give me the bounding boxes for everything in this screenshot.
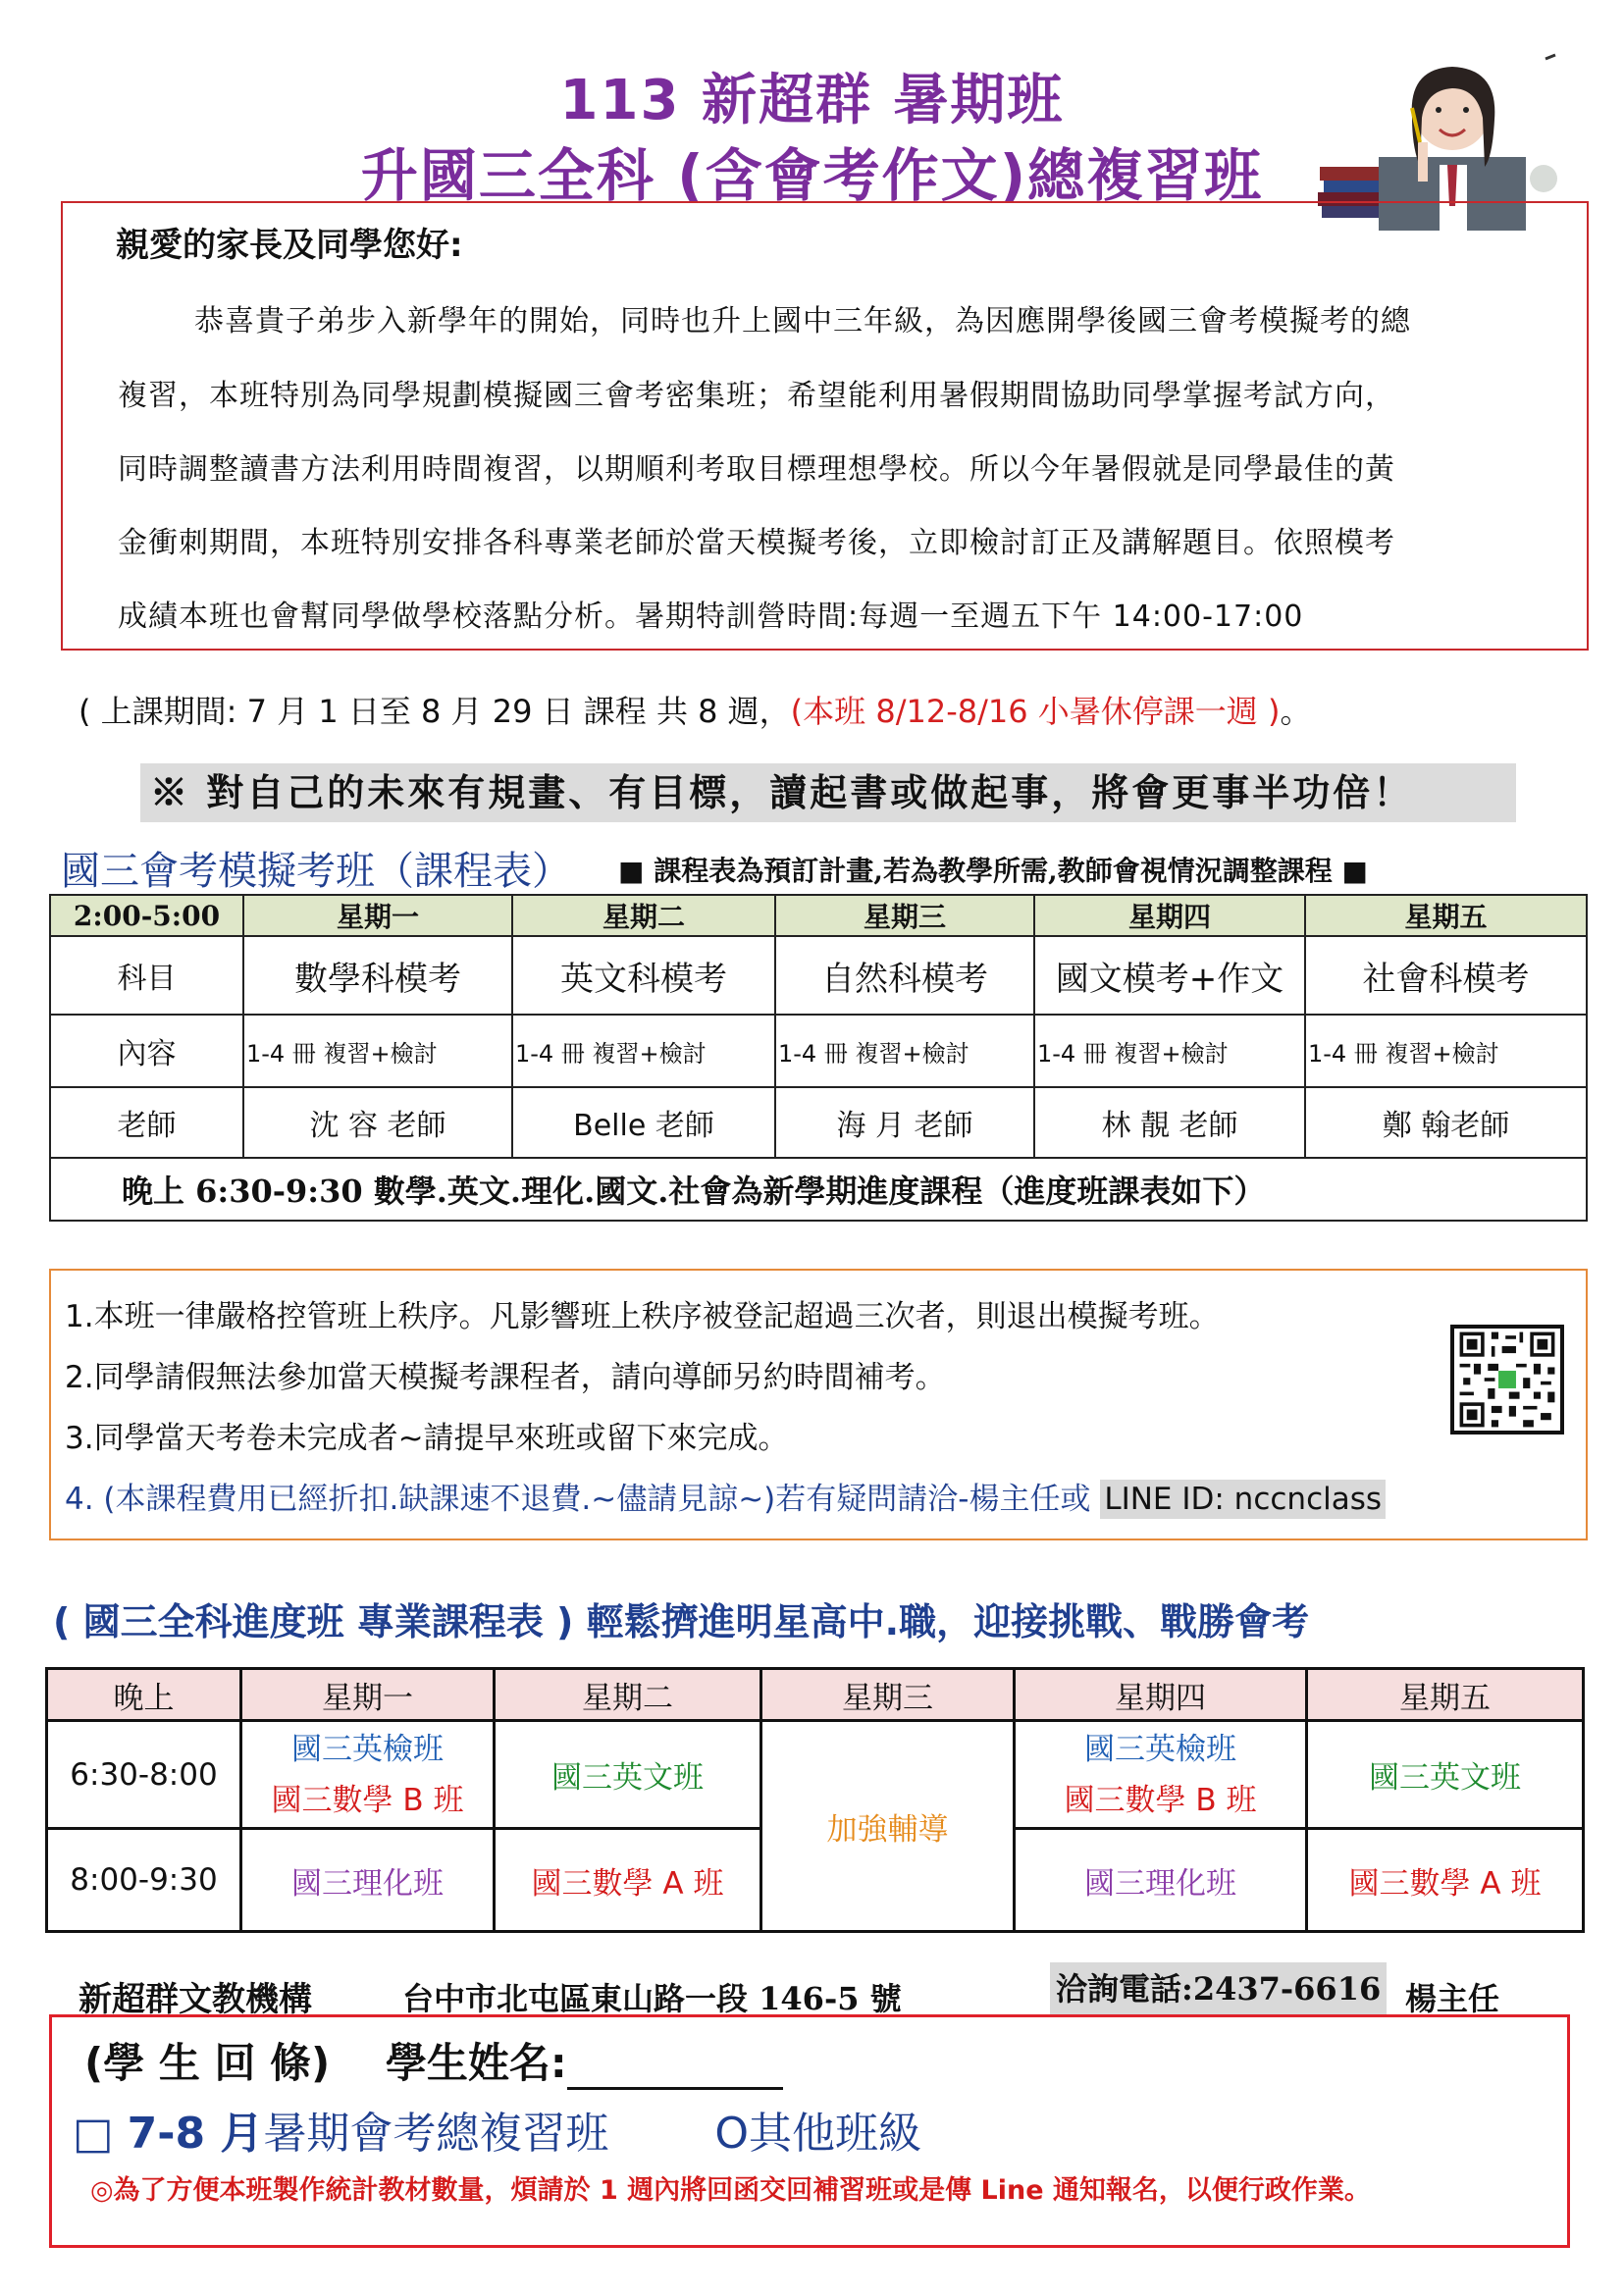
teacher-cell: 沈 容 老師 <box>243 1087 512 1158</box>
class-cell: 國三數學 A 班 <box>1307 1829 1584 1932</box>
schedule-title: 國三會考模擬考班（課程表） <box>61 849 571 894</box>
class-cell: 國三數學 A 班 <box>495 1829 761 1932</box>
teacher-cell: 鄭 翰老師 <box>1305 1087 1587 1158</box>
class-cell: 加強輔導 <box>761 1721 1015 1932</box>
intro-line-3: 同時調整讀書方法利用時間複習，以期順利考取目標理想學校。所以今年暑假就是同學最佳的黃 <box>118 452 1395 487</box>
line-qr-code-icon[interactable] <box>1450 1325 1564 1434</box>
summer-break-note: (本班 8/12-8/16 小暑休停課一週 ) <box>790 693 1281 730</box>
address: 台中市北屯區東山路一段 146-5 號 <box>402 1980 902 2017</box>
intro-line-2: 複習，本班特別為同學規劃模擬國三會考密集班；希望能利用暑假期間協助同學掌握考試方向， <box>118 379 1395 413</box>
content-cell: 1-4 冊 複習+檢討 <box>243 1015 512 1087</box>
content-cell: 1-4 冊 複習+檢討 <box>1034 1015 1305 1087</box>
progress-header-cell: 星期三 <box>761 1669 1015 1721</box>
mock-exam-schedule-table <box>49 894 1588 1222</box>
organization-name: 新超群文教機構 <box>79 1980 312 2019</box>
intro-line-5: 成績本班也會幫同學做學校落點分析。暑期特訓營時間:每週一至週五下午 14:00-17:00 <box>118 600 1304 634</box>
row-label-teacher: 老師 <box>50 1087 243 1158</box>
progress-schedule-table <box>45 1667 1585 1933</box>
subject-cell: 社會科模考 <box>1305 936 1587 1015</box>
time-slot: 8:00-9:30 <box>47 1829 241 1932</box>
class-cell <box>1015 1721 1307 1829</box>
line-id[interactable]: LINE ID: nccnclass <box>1100 1480 1386 1519</box>
course-period-end: 。 <box>1280 693 1312 730</box>
course-period <box>79 687 1311 732</box>
rule-item: 2.同學請假無法參加當天模擬考課程者，請向導師另約時間補考。 <box>65 1360 946 1395</box>
page-title-line2: 升國三全科 (含會考作文)總複習班 <box>360 142 1264 209</box>
class-cell: 國三理化班 <box>1015 1829 1307 1932</box>
course-period-main: ( 上課期間: 7 月 1 日至 8 月 29 日 課程 共 8 週， <box>79 693 791 730</box>
subject-cell: 國文模考+作文 <box>1034 936 1305 1015</box>
schedule-day: 星期一 <box>243 895 512 936</box>
teacher-cell: Belle 老師 <box>512 1087 775 1158</box>
student-name-field[interactable] <box>567 2050 783 2090</box>
progress-header-cell: 星期一 <box>241 1669 495 1721</box>
rule-item: 3.同學當天考卷未完成者~請提早來班或留下來完成。 <box>65 1421 789 1456</box>
class-name: 國三數學 B 班 <box>1064 1782 1257 1818</box>
row-label-subject: 科目 <box>50 936 243 1015</box>
schedule-note: ■ 課程表為預訂計畫,若為教學所需,教師會視情況調整課程 ■ <box>618 855 1368 887</box>
greeting: 親愛的家長及同學您好: <box>116 226 463 265</box>
checkbox-icon[interactable]: □ <box>73 2109 114 2159</box>
class-name: 國三數學 B 班 <box>271 1782 464 1818</box>
row-label-content: 內容 <box>50 1015 243 1087</box>
reply-slip-title: (學 生 回 條) 學生姓名: <box>84 2039 567 2087</box>
progress-class-title: ( 國三全科進度班 專業課程表 ) 輕鬆擠進明星高中.職，迎接挑戰、戰勝會考 <box>53 1600 1310 1643</box>
fee-note: 4. (本課程費用已經折扣.缺課速不退費.~儘請見諒~)若有疑問請洽-楊主任或 <box>65 1482 1101 1517</box>
intro-line-1: 恭喜貴子弟步入新學年的開始，同時也升上國中三年級，為因應開學後國三會考模擬考的總 <box>194 304 1411 339</box>
contact-person: 楊主任 <box>1405 1980 1500 2017</box>
class-cell: 國三英文班 <box>495 1721 761 1829</box>
option-summer-review: 暑期會考總複習班 <box>263 2109 609 2159</box>
phone-number[interactable]: 洽詢電話:2437-6616 <box>1050 1962 1387 2015</box>
option-months: 7-8 月 <box>127 2109 264 2159</box>
page-title-line1: 113 新超群 暑期班 <box>559 69 1065 132</box>
schedule-day: 星期三 <box>775 895 1034 936</box>
content-cell: 1-4 冊 複習+檢討 <box>1305 1015 1587 1087</box>
rule-item: 1.本班一律嚴格控管班上秩序。凡影響班上秩序被登記超過三次者，則退出模擬考班。 <box>65 1299 1220 1334</box>
evening-course-note: 晚上 6:30-9:30 數學.英文.理化.國文.社會為新學期進度課程（進度班課表如下） <box>50 1158 1587 1221</box>
class-name: 國三英檢班 <box>1084 1731 1236 1767</box>
class-options <box>73 2098 921 2161</box>
intro-line-4: 金衝刺期間，本班特別安排各科專業老師於當天模擬考後，立即檢討訂正及講解題目。依照模考 <box>118 526 1395 560</box>
schedule-day: 星期五 <box>1305 895 1587 936</box>
content-cell: 1-4 冊 複習+檢討 <box>512 1015 775 1087</box>
subject-cell: 數學科模考 <box>243 936 512 1015</box>
class-cell: 國三理化班 <box>241 1829 495 1932</box>
schedule-day: 星期四 <box>1034 895 1305 936</box>
reply-slip-header <box>84 2031 783 2090</box>
progress-header-cell: 星期二 <box>495 1669 761 1721</box>
motto-banner: ※ 對自己的未來有規畫、有目標，讀起書或做起事，將會更事半功倍！ <box>140 763 1516 822</box>
schedule-time: 2:00-5:00 <box>50 895 243 936</box>
subject-cell: 英文科模考 <box>512 936 775 1015</box>
class-name: 國三英檢班 <box>291 1731 444 1767</box>
progress-header-cell: 星期四 <box>1015 1669 1307 1721</box>
subject-cell: 自然科模考 <box>775 936 1034 1015</box>
teacher-cell: 林 靚 老師 <box>1034 1087 1305 1158</box>
progress-header-cell: 晚上 <box>47 1669 241 1721</box>
class-cell: 國三英文班 <box>1307 1721 1584 1829</box>
progress-header-cell: 星期五 <box>1307 1669 1584 1721</box>
time-slot: 6:30-8:00 <box>47 1721 241 1829</box>
schedule-day: 星期二 <box>512 895 775 936</box>
intro-box <box>61 201 1589 651</box>
option-other-classes[interactable]: O其他班級 <box>714 2109 922 2159</box>
reply-note: ◎為了方便本班製作統計教材數量，煩請於 1 週內將回函交回補習班或是傳 Line 通知報名，以便行政作業。 <box>90 2175 1371 2206</box>
content-cell: 1-4 冊 複習+檢討 <box>775 1015 1034 1087</box>
rule-item-fee <box>65 1474 1386 1518</box>
teacher-cell: 海 月 老師 <box>775 1087 1034 1158</box>
class-cell <box>241 1721 495 1829</box>
